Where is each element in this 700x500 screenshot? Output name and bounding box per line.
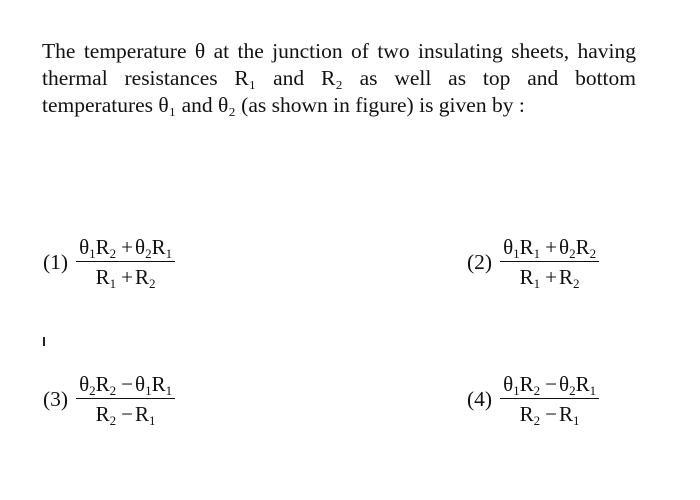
fraction: [76, 235, 175, 289]
option-1[interactable]: [43, 235, 175, 289]
fraction-denominator: $R_1 +R_2$: [95, 265, 156, 291]
fraction-numerator: $\theta_2R_2 -\theta_1R_1$: [76, 372, 175, 399]
option-label: (1): [43, 249, 69, 274]
fraction: [500, 372, 599, 426]
fraction-numerator: $\theta_1R_2 +\theta_2R_1$: [76, 235, 175, 262]
question-text: The temperature θ at the junction of two insulating sheets, having thermal resistances R₁ and R₂ as well as top and bottom temperatures θ₁ and θ₂ (as shown in figure) is given by :: [42, 39, 636, 117]
fraction-denominator: $R_2 -R_1$: [519, 402, 580, 428]
fraction-denominator: $R_1 +R_2$: [519, 265, 580, 291]
stray-mark: [43, 337, 45, 346]
fraction: [500, 235, 599, 289]
option-label: (3): [43, 386, 69, 411]
option-3[interactable]: [43, 372, 175, 426]
fraction: [76, 372, 175, 426]
option-2[interactable]: [467, 235, 599, 289]
fraction-denominator: $R_2 -R_1$: [95, 402, 156, 428]
option-label: (4): [467, 386, 493, 411]
option-label: (2): [467, 249, 493, 274]
fraction-numerator: $\theta_1R_2 -\theta_2R_1$: [500, 372, 599, 399]
option-4[interactable]: [467, 372, 599, 426]
fraction-numerator: $\theta_1R_1 +\theta_2R_2$: [500, 235, 599, 262]
